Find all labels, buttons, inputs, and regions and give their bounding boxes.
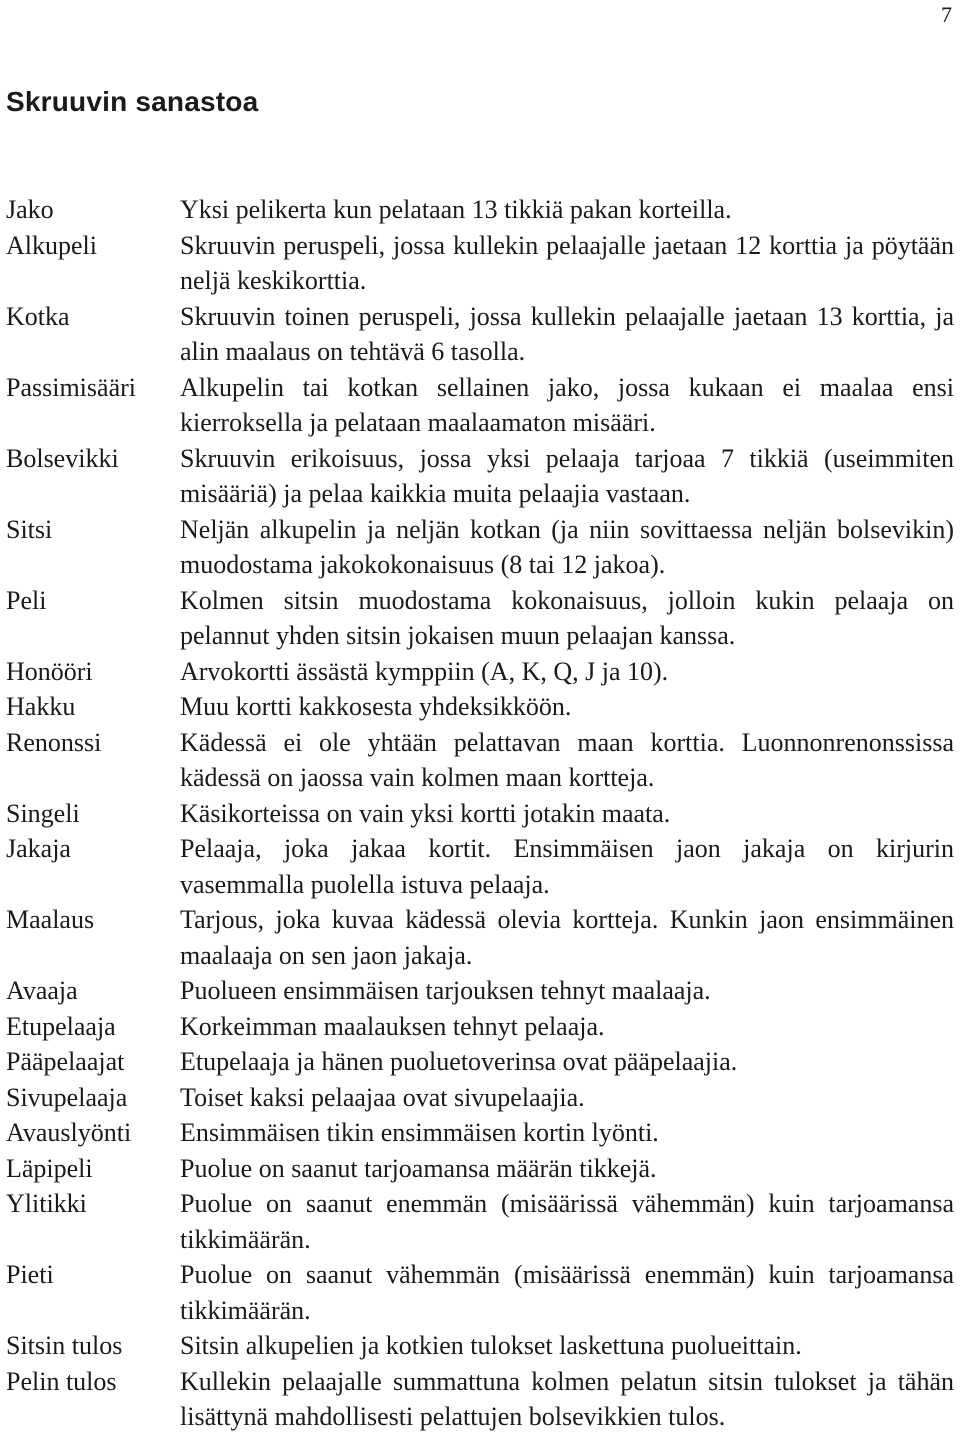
glossary-entry [6,973,954,1009]
glossary-term: Singeli [6,798,80,828]
glossary-definition: Puolue on saanut vähemmän (misäärissä enemmän) kuin tarjoamansa tikkimäärän. [180,1260,954,1325]
glossary-entry [6,441,954,512]
glossary-term: Pääpelaajat [6,1047,125,1076]
page-number: 7 [941,2,952,27]
page-title: Skruuvin sanastoa [6,86,259,117]
glossary-definition: Sitsin alkupelien ja kotkien tulokset laskettuna puolueittain. [180,1331,802,1360]
glossary-term: Passimisääri [6,372,136,402]
glossary-definition: Kolmen sitsin muodostama kokonaisuus, jolloin kukin pelaaja on pelannut yhden sitsin jokaisen muun pelaajan kanssa. [180,585,954,650]
glossary-term: Sitsin tulos [6,1331,123,1360]
glossary-entry [6,725,954,796]
glossary-entry [6,902,954,973]
glossary-entry [6,1364,954,1435]
glossary-entry [6,192,954,228]
glossary-term: Maalaus [6,905,95,934]
glossary-definition: Ensimmäisen tikin ensimmäisen kortin lyönti. [180,1118,659,1147]
glossary-entry [6,654,954,690]
glossary-definition: Alkupelin tai kotkan sellainen jako, jossa kukaan ei maalaa ensi kierroksella ja pelataan maalaamaton misääri. [180,372,954,437]
glossary-definition: Kädessä ei ole yhtään pelattavan maan korttia. Luonnonrenonssissa kädessä on jaossa vain kolmen maan kortteja. [180,727,954,792]
glossary-entry [6,689,954,725]
glossary-entry [6,1186,954,1257]
glossary-term: Sitsi [6,514,53,544]
glossary-term: Ylitikki [6,1189,87,1218]
glossary-definition: Pelaaja, joka jakaa kortit. Ensimmäisen jaon jakaja on kirjurin vasemmalla puolella istuva pelaaja. [180,834,954,899]
glossary-entry [6,1151,954,1187]
glossary-term: Läpipeli [6,1153,93,1183]
glossary-definition: Muu kortti kakkosesta yhdeksikköön. [180,692,572,721]
glossary-definition: Toiset kaksi pelaajaa ovat sivupelaajia. [180,1082,585,1112]
glossary-entry [6,512,954,583]
glossary-entry [6,228,954,299]
glossary-definition: Korkeimman maalauksen tehnyt pelaaja. [180,1011,605,1041]
glossary-entry [6,1328,954,1364]
glossary-term: Kotka [6,301,70,331]
glossary-entry [6,1115,954,1151]
glossary-term: Jakaja [6,834,71,863]
glossary-definition: Skruuvin peruspeli, jossa kullekin pelaajalle jaetaan 12 korttia ja pöytään neljä keskikorttia. [180,230,954,295]
glossary-term: Pieti [6,1260,54,1289]
glossary-entry [6,831,954,902]
glossary-entry [6,796,954,832]
glossary-term: Avauslyönti [6,1118,132,1147]
glossary-term: Avaaja [6,976,78,1005]
glossary-list [6,192,954,1435]
glossary-entry [6,299,954,370]
glossary-definition: Puolue on saanut tarjoamansa määrän tikkejä. [180,1153,657,1183]
glossary-entry [6,583,954,654]
glossary-definition: Kullekin pelaajalle summattuna kolmen pelatun sitsin tulokset ja tähän lisättynä mahdollisesti pelattujen bolsevikkien tulos. [180,1366,954,1431]
glossary-definition: Skruuvin toinen peruspeli, jossa kullekin pelaajalle jaetaan 13 korttia, ja alin maalaus on tehtävä 6 tasolla. [180,301,954,366]
glossary-term: Pelin tulos [6,1366,117,1396]
glossary-term: Sivupelaaja [6,1082,128,1112]
glossary-term: Bolsevikki [6,443,119,473]
glossary-entry [6,1009,954,1045]
glossary-definition: Arvokortti ässästä kymppiin (A, K, Q, J ja 10). [180,656,669,686]
glossary-entry [6,1257,954,1328]
glossary-term: Jako [6,195,54,224]
glossary-definition: Yksi pelikerta kun pelataan 13 tikkiä pakan korteilla. [180,195,732,224]
glossary-definition: Käsikorteissa on vain yksi kortti jotakin maata. [180,798,671,828]
glossary-term: Etupelaaja [6,1011,116,1041]
glossary-definition: Etupelaaja ja hänen puoluetoverinsa ovat pääpelaajia. [180,1047,738,1076]
glossary-definition: Neljän alkupelin ja neljän kotkan (ja niin sovittaessa neljän bolsevikin) muodostama jakokokonaisuus (8 tai 12 jakoa). [180,514,954,579]
glossary-entry [6,1080,954,1116]
glossary-definition: Puolue on saanut enemmän (misäärissä vähemmän) kuin tarjoamansa tikkimäärän. [180,1189,954,1254]
glossary-term: Peli [6,585,47,615]
glossary-term: Honööri [6,656,93,686]
glossary-entry [6,370,954,441]
glossary-definition: Skruuvin erikoisuus, jossa yksi pelaaja tarjoaa 7 tikkiä (useimmiten misääriä) ja pelaa kaikkia muita pelaajia vastaan. [180,443,954,508]
glossary-definition: Tarjous, joka kuvaa kädessä olevia kortteja. Kunkin jaon ensimmäinen maalaaja on sen jaon jakaja. [180,905,954,970]
glossary-term: Hakku [6,692,76,721]
glossary-entry [6,1044,954,1080]
glossary-definition: Puolueen ensimmäisen tarjouksen tehnyt maalaaja. [180,976,711,1005]
glossary-term: Renonssi [6,727,102,757]
glossary-term: Alkupeli [6,230,97,260]
